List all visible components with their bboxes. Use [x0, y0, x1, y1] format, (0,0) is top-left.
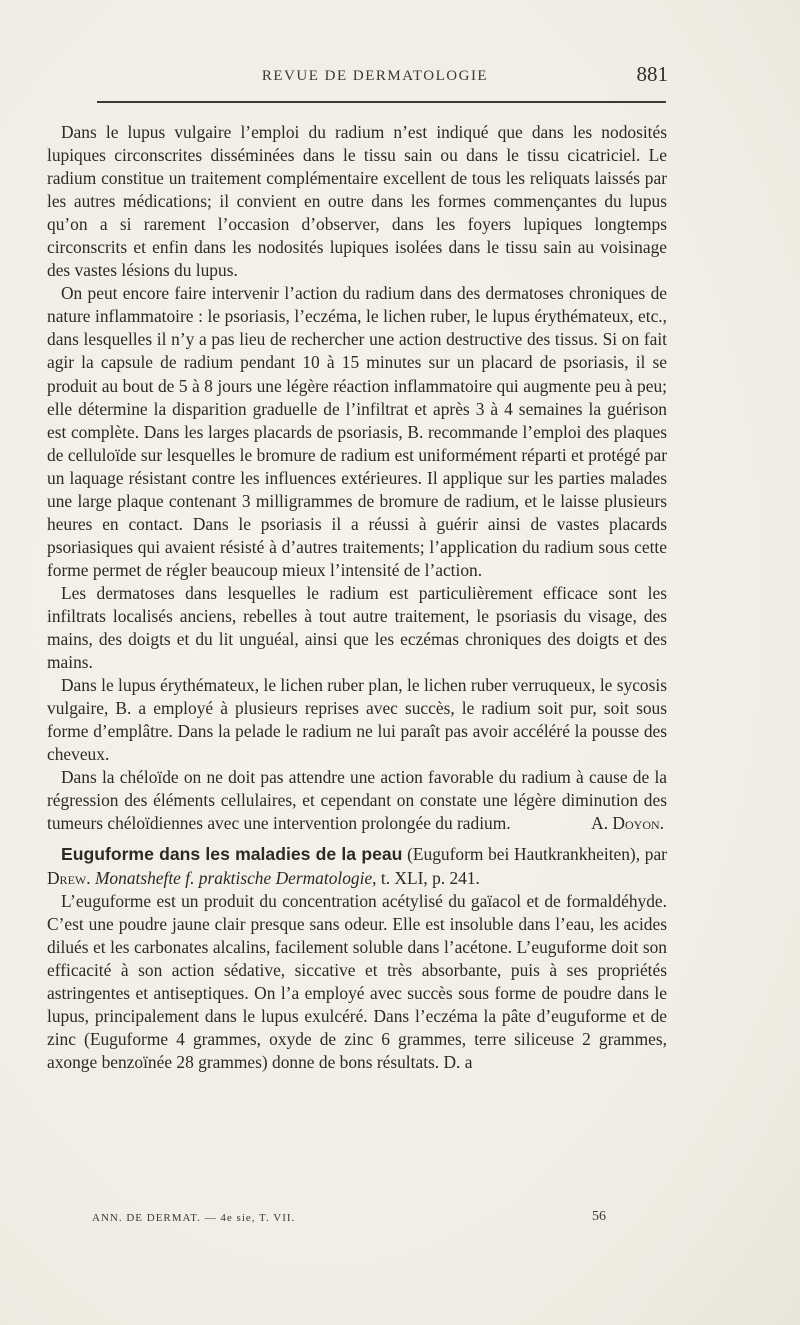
article-author: Drew [47, 867, 87, 888]
article-heading: Euguforme dans les maladies de la peau (Euguform bei Hautkrankheiten), par Drew. Monatshefte f. praktische Dermatologie, t. XLI, p. 241. [47, 844, 667, 888]
paragraph-dermatoses-efficace: Les dermatoses dans lesquelles le radium est particulièrement efficace sont les infiltrats localisés anciens, rebelles à tout autre traitement, le psoriasis du visage, des mains, des doigts et du lit unguéal, ainsi que les eczémas chroniques des doigts et des mains. [47, 582, 667, 673]
footer-signature-number: 56 [592, 1209, 606, 1224]
paragraph-euguforme: L’euguforme est un produit du concentration acétylisé du gaïacol et de formaldéhyde. C’est une poudre jaune clair presque sans odeur. Elle est insoluble dans l’eau, les acides dilués et les carbonates alcalins, facilement soluble dans l’acétone. L’euguforme doit son efficacité à son action sédative, siccative et très absorbante, puis à ses propriétés astringentes et antiseptiques. On l’a employé avec succès sous forme de poudre dans le lupus, principalement dans le lupus exulcéré. Dans l’eczéma la pâte d’euguforme et de zinc (Euguforme 4 grammes, oxyde de zinc 6 grammes, terre siliceuse 2 grammes, axonge benzoïnée 28 grammes) donne de bons résultats. D. a [47, 890, 667, 1072]
paragraph-lupus-vulgaire: Dans le lupus vulgaire l’emploi du radium n’est indiqué que dans les nodosités lupiques circonscrites disséminées dans le tissu sain ou dans le tissu cicatriciel. Le radium constitue un traitement complémentaire excellent de tous les reliquats laissés par les autres médications; il convient en outre dans les formes commençantes du lupus qu’on a si rarement l’occasion d’observer, dans les foyers lupiques longtemps circonscrits et enfin dans les nodosités lupiques isolées dans le tissu sain au voisinage des vastes lésions du lupus. [47, 122, 667, 281]
paragraph-cheloide [47, 766, 667, 835]
article-reference: , t. XLI, p. 241. [372, 867, 480, 888]
footer-citation: ANN. DE DERMAT. — 4e sie, T. VII. [92, 1212, 296, 1224]
signature: A. Doyon. [591, 813, 664, 834]
running-title: REVUE DE DERMATOLOGIE [261, 68, 489, 84]
body-text [47, 121, 667, 1074]
paragraph-lupus-erythemateux: Dans le lupus érythémateux, le lichen ruber plan, le lichen ruber verruqueux, le sycosis vulgaire, B. a employé à plusieurs reprises avec succès, le radium soit pur, soit sous forme d’emplâtre. Dans la pelade le radium ne lui paraît pas avoir accéléré la pousse des cheveux. [47, 675, 667, 765]
header-rule [97, 101, 666, 103]
article-subtitle: (Euguform bei Hautkrankheiten), par [407, 844, 667, 865]
article-title: Euguforme dans les maladies de la peau [61, 844, 403, 865]
paragraph-dermatoses-chroniques: On peut encore faire intervenir l’action du radium dans des dermatoses chroniques de nature inflammatoire : le psoriasis, l’eczéma, le lichen ruber, le lupus érythémateux, etc., dans lesquelles il n’y a pas lieu de rechercher une action destructive des tissus. Si on fait agir la capsule de radium pendant 10 à 15 minutes sur un placard de psoriasis, il se produit au bout de 5 à 8 jours une légère réaction inflammatoire qui augmente peu à peu; elle détermine la disparition graduelle de l’infiltrat et après 3 à 4 semaines la guérison est complète. Dans les larges placards de psoriasis, B. recommande l’emploi des plaques de celluloïde sur lesquelles le bromure de radium est uniformément réparti et protégé par un laquage résistant contre les influences extérieures. Il applique sur les parties malades une large plaque contenant 3 milligrammes de bromure de radium, et le laisse plusieurs heures en contact. Dans le psoriasis il a réussi à guérir ainsi de vastes placards psoriasiques qui avaient résisté à d’autres traitements; l’application du radium sous cette forme permet de régler beaucoup mieux l’intensité de l’action. [47, 283, 667, 580]
page-number: 881 [636, 62, 668, 86]
paragraph-cheloide-text: Dans la chéloïde on ne doit pas attendre une action favorable du radium à cause de la régression des éléments cellulaires, et cependant on constate une légère diminution des tumeurs chéloïdiennes avec une intervention prolongée du radium. [47, 767, 667, 834]
article-journal: Monatshefte f. praktische Dermatologie [94, 867, 373, 888]
